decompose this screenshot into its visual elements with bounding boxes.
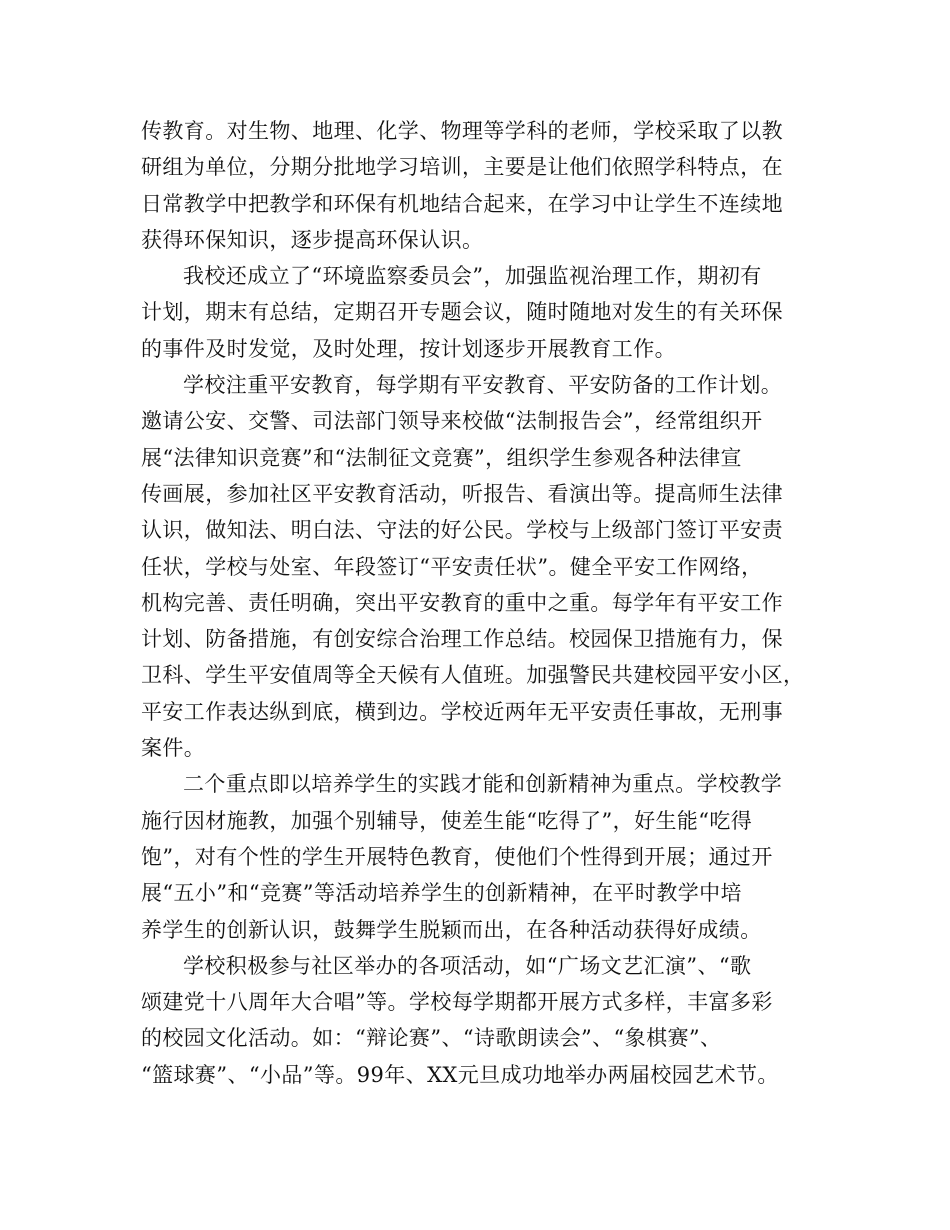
paragraph-2 — [141, 258, 825, 367]
text-line: 计划，期末有总结，定期召开专题会议，随时随地对发生的有关环保 — [141, 300, 783, 325]
text-line: 认识，做知法、明白法、守法的好公民。学校与上级部门签订平安责 — [141, 518, 783, 543]
text-line: 颂建党十八周年大合唱”等。学校每学期都开展方式多样，丰富多彩 — [141, 990, 773, 1015]
text-line: “篮球赛”、“小品”等。99年、XX元旦成功地举办两届校园艺术节。 — [141, 1062, 779, 1087]
text-line: 卫科、学生平安值周等全天候有人值班。加强警民共建校园平安小区， — [141, 663, 805, 688]
text-line: 研组为单位，分期分批地学习培训，主要是让他们依照学科特点，在 — [141, 155, 783, 180]
text-line: 计划、防备措施，有创安综合治理工作总结。校园保卫措施有力，保 — [141, 627, 783, 652]
text-line: 的事件及时发觉，及时处理，按计划逐步开展教育工作。 — [141, 336, 676, 361]
paragraph-1 — [141, 113, 825, 258]
text-line: 日常教学中把教学和环保有机地结合起来，在学习中让学生不连续地 — [141, 191, 783, 216]
paragraph-3 — [141, 367, 825, 766]
text-line: 获得环保知识，逐步提高环保认识。 — [141, 227, 484, 252]
paragraph-5 — [141, 948, 825, 1093]
text-line: 我校还成立了“环境监察委员会”，加强监视治理工作，期初有 — [183, 264, 762, 289]
text-line: 传教育。对生物、地理、化学、物理等学科的老师，学校采取了以教 — [141, 119, 783, 143]
text-line: 学校注重平安教育，每学期有平安教育、平安防备的工作计划。 — [183, 373, 783, 398]
text-line: 机构完善、责任明确，突出平安教育的重中之重。每学年有平安工作 — [141, 590, 783, 615]
text-line: 展“五小”和“竞赛”等活动培养学生的创新精神，在平时教学中培 — [141, 881, 742, 906]
paragraph-4 — [141, 766, 825, 947]
text-line: 施行因材施教，加强个别辅导，使差生能“吃得了”，好生能“吃得 — [141, 808, 753, 833]
text-line: 平安工作表达纵到底，横到边。学校近两年无平安责任事故，无刑事 — [141, 699, 783, 724]
text-line: 养学生的创新认识，鼓舞学生脱颖而出，在各种活动获得好成绩。 — [141, 917, 762, 942]
text-line: 任状，学校与处室、年段签订“平安责任状”。健全平安工作网络， — [141, 554, 763, 579]
document-body — [141, 113, 825, 1093]
text-line: 二个重点即以培养学生的实践才能和创新精神为重点。学校教学 — [183, 772, 783, 797]
text-line: 的校园文化活动。如：“辩论赛”、“诗歌朗读会”、“象棋赛”、 — [141, 1026, 722, 1051]
text-line: 学校积极参与社区举办的各项活动，如“广场文艺汇演”、“歌 — [183, 953, 752, 978]
text-line: 案件。 — [141, 736, 206, 761]
text-line: 展“法律知识竞赛”和“法制征文竞赛”，组织学生参观各种法律宣 — [141, 445, 742, 470]
text-line: 邀请公安、交警、司法部门领导来校做“法制报告会”，经常组织开 — [141, 409, 763, 434]
text-line: 饱”，对有个性的学生开展特色教育，使他们个性得到开展；通过开 — [141, 844, 773, 869]
text-line: 传画展，参加社区平安教育活动，听报告、看演出等。提高师生法律 — [141, 481, 783, 506]
